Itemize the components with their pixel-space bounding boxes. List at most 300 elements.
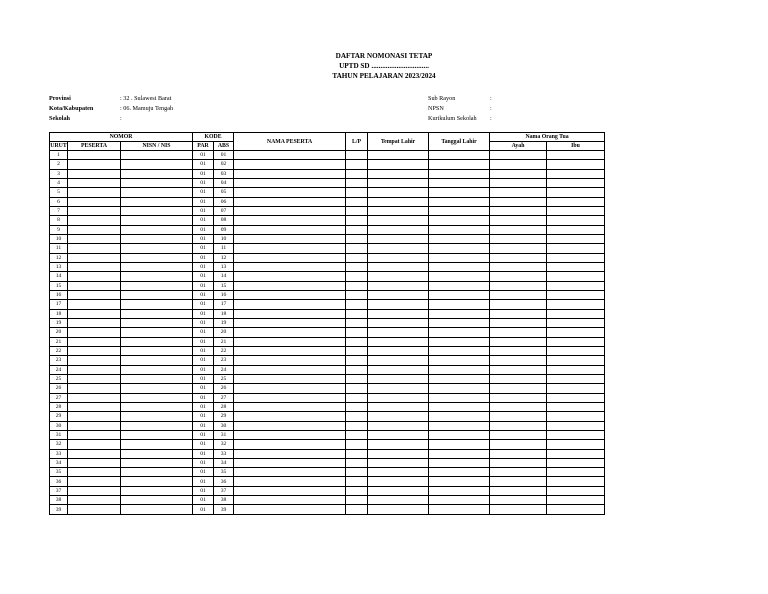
nama-peserta-cell bbox=[234, 300, 346, 309]
peserta-cell bbox=[68, 393, 121, 402]
header-nomor: NOMOR bbox=[50, 133, 193, 142]
table-row bbox=[50, 206, 605, 215]
header-kode: KODE bbox=[193, 133, 234, 142]
ibu-cell bbox=[547, 151, 605, 160]
nisn-cell bbox=[121, 216, 193, 225]
table-row bbox=[50, 272, 605, 281]
lp-cell bbox=[346, 188, 368, 197]
tempat-lahir-cell bbox=[368, 169, 429, 178]
abs-cell: 17 bbox=[214, 300, 234, 309]
peserta-cell bbox=[68, 160, 121, 169]
table-row bbox=[50, 262, 605, 271]
ibu-cell bbox=[547, 178, 605, 187]
peserta-cell bbox=[68, 402, 121, 411]
peserta-cell bbox=[68, 496, 121, 505]
nisn-cell bbox=[121, 374, 193, 383]
abs-cell: 12 bbox=[214, 253, 234, 262]
abs-cell: 29 bbox=[214, 412, 234, 421]
abs-cell: 04 bbox=[214, 178, 234, 187]
ayah-cell bbox=[490, 440, 547, 449]
par-cell: 01 bbox=[193, 197, 214, 206]
lp-cell bbox=[346, 244, 368, 253]
tempat-lahir-cell bbox=[368, 178, 429, 187]
par-cell: 01 bbox=[193, 244, 214, 253]
ibu-cell bbox=[547, 477, 605, 486]
tempat-lahir-cell bbox=[368, 374, 429, 383]
abs-cell: 37 bbox=[214, 486, 234, 495]
ibu-cell bbox=[547, 272, 605, 281]
nama-peserta-cell bbox=[234, 309, 346, 318]
document-subtitle-year: TAHUN PELAJARAN 2023/2024 bbox=[332, 72, 436, 80]
document-title: DAFTAR NOMONASI TETAP bbox=[335, 52, 433, 60]
ayah-cell bbox=[490, 290, 547, 299]
nisn-cell bbox=[121, 178, 193, 187]
lp-cell bbox=[346, 421, 368, 430]
ibu-cell bbox=[547, 309, 605, 318]
par-cell: 01 bbox=[193, 505, 214, 514]
table-row bbox=[50, 449, 605, 458]
nisn-cell bbox=[121, 356, 193, 365]
urut-cell: 10 bbox=[50, 234, 68, 243]
lp-cell bbox=[346, 234, 368, 243]
nisn-cell bbox=[121, 328, 193, 337]
ayah-cell bbox=[490, 402, 547, 411]
urut-cell: 1 bbox=[50, 151, 68, 160]
ayah-cell bbox=[490, 393, 547, 402]
par-cell: 01 bbox=[193, 374, 214, 383]
abs-cell: 36 bbox=[214, 477, 234, 486]
nisn-cell bbox=[121, 290, 193, 299]
table-row bbox=[50, 468, 605, 477]
abs-cell: 19 bbox=[214, 318, 234, 327]
peserta-cell bbox=[68, 505, 121, 514]
peserta-cell bbox=[68, 477, 121, 486]
nama-peserta-cell bbox=[234, 421, 346, 430]
ayah-cell bbox=[490, 206, 547, 215]
table-row bbox=[50, 412, 605, 421]
lp-cell bbox=[346, 449, 368, 458]
abs-cell: 06 bbox=[214, 197, 234, 206]
lp-cell bbox=[346, 468, 368, 477]
ayah-cell bbox=[490, 477, 547, 486]
nisn-cell bbox=[121, 234, 193, 243]
lp-cell bbox=[346, 412, 368, 421]
tempat-lahir-cell bbox=[368, 290, 429, 299]
nisn-cell bbox=[121, 244, 193, 253]
tanggal-lahir-cell bbox=[429, 206, 490, 215]
nisn-cell bbox=[121, 262, 193, 271]
nominasi-table bbox=[49, 132, 605, 515]
tempat-lahir-cell bbox=[368, 486, 429, 495]
ayah-cell bbox=[490, 216, 547, 225]
table-row bbox=[50, 318, 605, 327]
urut-cell: 23 bbox=[50, 356, 68, 365]
tanggal-lahir-cell bbox=[429, 430, 490, 439]
nisn-cell bbox=[121, 281, 193, 290]
nama-peserta-cell bbox=[234, 290, 346, 299]
ibu-cell bbox=[547, 225, 605, 234]
nisn-cell bbox=[121, 206, 193, 215]
table-row bbox=[50, 169, 605, 178]
peserta-cell bbox=[68, 365, 121, 374]
tanggal-lahir-cell bbox=[429, 356, 490, 365]
ibu-cell bbox=[547, 346, 605, 355]
par-cell: 01 bbox=[193, 458, 214, 467]
nama-peserta-cell bbox=[234, 412, 346, 421]
lp-cell bbox=[346, 281, 368, 290]
nama-peserta-cell bbox=[234, 384, 346, 393]
ayah-cell bbox=[490, 160, 547, 169]
nisn-cell bbox=[121, 468, 193, 477]
nisn-cell bbox=[121, 197, 193, 206]
ayah-cell bbox=[490, 309, 547, 318]
abs-cell: 11 bbox=[214, 244, 234, 253]
table-row bbox=[50, 365, 605, 374]
tempat-lahir-cell bbox=[368, 300, 429, 309]
urut-cell: 15 bbox=[50, 281, 68, 290]
table-row bbox=[50, 346, 605, 355]
urut-cell: 12 bbox=[50, 253, 68, 262]
table-row bbox=[50, 505, 605, 514]
nama-peserta-cell bbox=[234, 477, 346, 486]
tanggal-lahir-cell bbox=[429, 468, 490, 477]
nama-peserta-cell bbox=[234, 356, 346, 365]
abs-cell: 16 bbox=[214, 290, 234, 299]
tempat-lahir-cell bbox=[368, 216, 429, 225]
ibu-cell bbox=[547, 337, 605, 346]
nisn-cell bbox=[121, 458, 193, 467]
nama-peserta-cell bbox=[234, 505, 346, 514]
nama-peserta-cell bbox=[234, 197, 346, 206]
ayah-cell bbox=[490, 244, 547, 253]
tempat-lahir-cell bbox=[368, 197, 429, 206]
ibu-cell bbox=[547, 496, 605, 505]
info-left-sekolah bbox=[49, 114, 70, 123]
peserta-cell bbox=[68, 151, 121, 160]
tanggal-lahir-cell bbox=[429, 346, 490, 355]
ayah-cell bbox=[490, 449, 547, 458]
peserta-cell bbox=[68, 309, 121, 318]
tanggal-lahir-cell bbox=[429, 328, 490, 337]
peserta-cell bbox=[68, 281, 121, 290]
peserta-cell bbox=[68, 346, 121, 355]
nisn-cell bbox=[121, 440, 193, 449]
header-abs: ABS bbox=[214, 142, 234, 151]
abs-cell: 22 bbox=[214, 346, 234, 355]
urut-cell: 19 bbox=[50, 318, 68, 327]
nama-peserta-cell bbox=[234, 206, 346, 215]
urut-cell: 13 bbox=[50, 262, 68, 271]
abs-cell: 14 bbox=[214, 272, 234, 281]
lp-cell bbox=[346, 178, 368, 187]
tanggal-lahir-cell bbox=[429, 244, 490, 253]
par-cell: 01 bbox=[193, 318, 214, 327]
header-ayah: Ayah bbox=[490, 142, 547, 151]
nisn-cell bbox=[121, 225, 193, 234]
abs-cell: 10 bbox=[214, 234, 234, 243]
abs-cell: 27 bbox=[214, 393, 234, 402]
ayah-cell bbox=[490, 412, 547, 421]
ibu-cell bbox=[547, 318, 605, 327]
urut-cell: 28 bbox=[50, 402, 68, 411]
urut-cell: 32 bbox=[50, 440, 68, 449]
nama-peserta-cell bbox=[234, 337, 346, 346]
abs-cell: 34 bbox=[214, 458, 234, 467]
peserta-cell bbox=[68, 197, 121, 206]
lp-cell bbox=[346, 384, 368, 393]
ibu-cell bbox=[547, 365, 605, 374]
ayah-cell bbox=[490, 318, 547, 327]
ibu-cell bbox=[547, 188, 605, 197]
nama-peserta-cell bbox=[234, 169, 346, 178]
table-row bbox=[50, 244, 605, 253]
lp-cell bbox=[346, 356, 368, 365]
abs-cell: 20 bbox=[214, 328, 234, 337]
lp-cell bbox=[346, 365, 368, 374]
table-row bbox=[50, 281, 605, 290]
urut-cell: 33 bbox=[50, 449, 68, 458]
urut-cell: 36 bbox=[50, 477, 68, 486]
ibu-cell bbox=[547, 216, 605, 225]
par-cell: 01 bbox=[193, 188, 214, 197]
tanggal-lahir-cell bbox=[429, 290, 490, 299]
peserta-cell bbox=[68, 225, 121, 234]
nisn-cell bbox=[121, 346, 193, 355]
tempat-lahir-cell bbox=[368, 160, 429, 169]
nama-peserta-cell bbox=[234, 160, 346, 169]
abs-cell: 26 bbox=[214, 384, 234, 393]
ibu-cell bbox=[547, 384, 605, 393]
ayah-cell bbox=[490, 430, 547, 439]
urut-cell: 18 bbox=[50, 309, 68, 318]
abs-cell: 21 bbox=[214, 337, 234, 346]
peserta-cell bbox=[68, 216, 121, 225]
ibu-cell bbox=[547, 160, 605, 169]
peserta-cell bbox=[68, 486, 121, 495]
table-row bbox=[50, 458, 605, 467]
par-cell: 01 bbox=[193, 234, 214, 243]
nisn-cell bbox=[121, 300, 193, 309]
urut-cell: 35 bbox=[50, 468, 68, 477]
tanggal-lahir-cell bbox=[429, 262, 490, 271]
lp-cell bbox=[346, 206, 368, 215]
tanggal-lahir-cell bbox=[429, 178, 490, 187]
peserta-cell bbox=[68, 468, 121, 477]
table-row bbox=[50, 374, 605, 383]
tanggal-lahir-cell bbox=[429, 197, 490, 206]
lp-cell bbox=[346, 225, 368, 234]
ibu-cell bbox=[547, 328, 605, 337]
lp-cell bbox=[346, 300, 368, 309]
ayah-cell bbox=[490, 328, 547, 337]
par-cell: 01 bbox=[193, 216, 214, 225]
lp-cell bbox=[346, 393, 368, 402]
nama-peserta-cell bbox=[234, 253, 346, 262]
tanggal-lahir-cell bbox=[429, 496, 490, 505]
peserta-cell bbox=[68, 318, 121, 327]
document-subtitle-school: UPTD SD ................................ bbox=[339, 62, 429, 70]
lp-cell bbox=[346, 440, 368, 449]
ayah-cell bbox=[490, 496, 547, 505]
ibu-cell bbox=[547, 290, 605, 299]
nisn-cell bbox=[121, 272, 193, 281]
peserta-cell bbox=[68, 440, 121, 449]
ibu-cell bbox=[547, 206, 605, 215]
tanggal-lahir-cell bbox=[429, 458, 490, 467]
tanggal-lahir-cell bbox=[429, 384, 490, 393]
lp-cell bbox=[346, 402, 368, 411]
urut-cell: 6 bbox=[50, 197, 68, 206]
urut-cell: 37 bbox=[50, 486, 68, 495]
peserta-cell bbox=[68, 188, 121, 197]
ayah-cell bbox=[490, 346, 547, 355]
sekolah-value: : bbox=[120, 115, 122, 122]
peserta-cell bbox=[68, 244, 121, 253]
urut-cell: 24 bbox=[50, 365, 68, 374]
ibu-cell bbox=[547, 234, 605, 243]
nama-peserta-cell bbox=[234, 281, 346, 290]
table-row bbox=[50, 188, 605, 197]
tempat-lahir-cell bbox=[368, 262, 429, 271]
nama-peserta-cell bbox=[234, 458, 346, 467]
table-row bbox=[50, 477, 605, 486]
table-row bbox=[50, 421, 605, 430]
header-peserta: PESERTA bbox=[68, 142, 121, 151]
table-row bbox=[50, 290, 605, 299]
nisn-cell bbox=[121, 393, 193, 402]
tanggal-lahir-cell bbox=[429, 234, 490, 243]
ibu-cell bbox=[547, 300, 605, 309]
urut-cell: 20 bbox=[50, 328, 68, 337]
ayah-cell bbox=[490, 458, 547, 467]
lp-cell bbox=[346, 151, 368, 160]
tempat-lahir-cell bbox=[368, 225, 429, 234]
peserta-cell bbox=[68, 412, 121, 421]
urut-cell: 26 bbox=[50, 384, 68, 393]
peserta-cell bbox=[68, 430, 121, 439]
peserta-cell bbox=[68, 262, 121, 271]
nama-peserta-cell bbox=[234, 262, 346, 271]
ayah-cell bbox=[490, 262, 547, 271]
nama-peserta-cell bbox=[234, 402, 346, 411]
sub-rayon-value: : bbox=[490, 95, 492, 102]
urut-cell: 3 bbox=[50, 169, 68, 178]
lp-cell bbox=[346, 430, 368, 439]
ayah-cell bbox=[490, 197, 547, 206]
peserta-cell bbox=[68, 206, 121, 215]
tempat-lahir-cell bbox=[368, 505, 429, 514]
tempat-lahir-cell bbox=[368, 253, 429, 262]
ayah-cell bbox=[490, 356, 547, 365]
par-cell: 01 bbox=[193, 337, 214, 346]
urut-cell: 38 bbox=[50, 496, 68, 505]
peserta-cell bbox=[68, 253, 121, 262]
par-cell: 01 bbox=[193, 178, 214, 187]
tempat-lahir-cell bbox=[368, 356, 429, 365]
par-cell: 01 bbox=[193, 496, 214, 505]
par-cell: 01 bbox=[193, 253, 214, 262]
header-ibu: Ibu bbox=[547, 142, 605, 151]
table-row bbox=[50, 356, 605, 365]
peserta-cell bbox=[68, 421, 121, 430]
tanggal-lahir-cell bbox=[429, 374, 490, 383]
par-cell: 01 bbox=[193, 486, 214, 495]
lp-cell bbox=[346, 337, 368, 346]
abs-cell: 23 bbox=[214, 356, 234, 365]
urut-cell: 21 bbox=[50, 337, 68, 346]
ibu-cell bbox=[547, 486, 605, 495]
urut-cell: 2 bbox=[50, 160, 68, 169]
table-row bbox=[50, 440, 605, 449]
lp-cell bbox=[346, 318, 368, 327]
info-left-provinsi bbox=[49, 94, 71, 103]
ibu-cell bbox=[547, 253, 605, 262]
npsn-label: NPSN bbox=[428, 105, 444, 112]
header-lp: L/P bbox=[346, 133, 368, 151]
par-cell: 01 bbox=[193, 346, 214, 355]
par-cell: 01 bbox=[193, 225, 214, 234]
par-cell: 01 bbox=[193, 328, 214, 337]
peserta-cell bbox=[68, 374, 121, 383]
tanggal-lahir-cell bbox=[429, 365, 490, 374]
ayah-cell bbox=[490, 281, 547, 290]
abs-cell: 39 bbox=[214, 505, 234, 514]
nisn-cell bbox=[121, 160, 193, 169]
nisn-cell bbox=[121, 318, 193, 327]
nama-peserta-cell bbox=[234, 225, 346, 234]
par-cell: 01 bbox=[193, 430, 214, 439]
table-row bbox=[50, 393, 605, 402]
nama-peserta-cell bbox=[234, 393, 346, 402]
nisn-cell bbox=[121, 449, 193, 458]
ibu-cell bbox=[547, 169, 605, 178]
par-cell: 01 bbox=[193, 412, 214, 421]
tanggal-lahir-cell bbox=[429, 337, 490, 346]
ayah-cell bbox=[490, 253, 547, 262]
abs-cell: 33 bbox=[214, 449, 234, 458]
tanggal-lahir-cell bbox=[429, 151, 490, 160]
peserta-cell bbox=[68, 328, 121, 337]
nama-peserta-cell bbox=[234, 440, 346, 449]
tanggal-lahir-cell bbox=[429, 300, 490, 309]
par-cell: 01 bbox=[193, 290, 214, 299]
nisn-cell bbox=[121, 384, 193, 393]
abs-cell: 13 bbox=[214, 262, 234, 271]
nama-peserta-cell bbox=[234, 188, 346, 197]
ayah-cell bbox=[490, 300, 547, 309]
lp-cell bbox=[346, 169, 368, 178]
ayah-cell bbox=[490, 365, 547, 374]
ayah-cell bbox=[490, 169, 547, 178]
par-cell: 01 bbox=[193, 160, 214, 169]
ibu-cell bbox=[547, 440, 605, 449]
lp-cell bbox=[346, 486, 368, 495]
nama-peserta-cell bbox=[234, 449, 346, 458]
kota-value: : 06. Mamuju Tengah bbox=[120, 105, 174, 112]
tanggal-lahir-cell bbox=[429, 253, 490, 262]
tanggal-lahir-cell bbox=[429, 272, 490, 281]
par-cell: 01 bbox=[193, 356, 214, 365]
ibu-cell bbox=[547, 402, 605, 411]
par-cell: 01 bbox=[193, 440, 214, 449]
urut-cell: 5 bbox=[50, 188, 68, 197]
nama-peserta-cell bbox=[234, 244, 346, 253]
kota-label: Kota/Kabupaten bbox=[49, 105, 94, 112]
par-cell: 01 bbox=[193, 477, 214, 486]
ibu-cell bbox=[547, 262, 605, 271]
tempat-lahir-cell bbox=[368, 244, 429, 253]
ibu-cell bbox=[547, 412, 605, 421]
